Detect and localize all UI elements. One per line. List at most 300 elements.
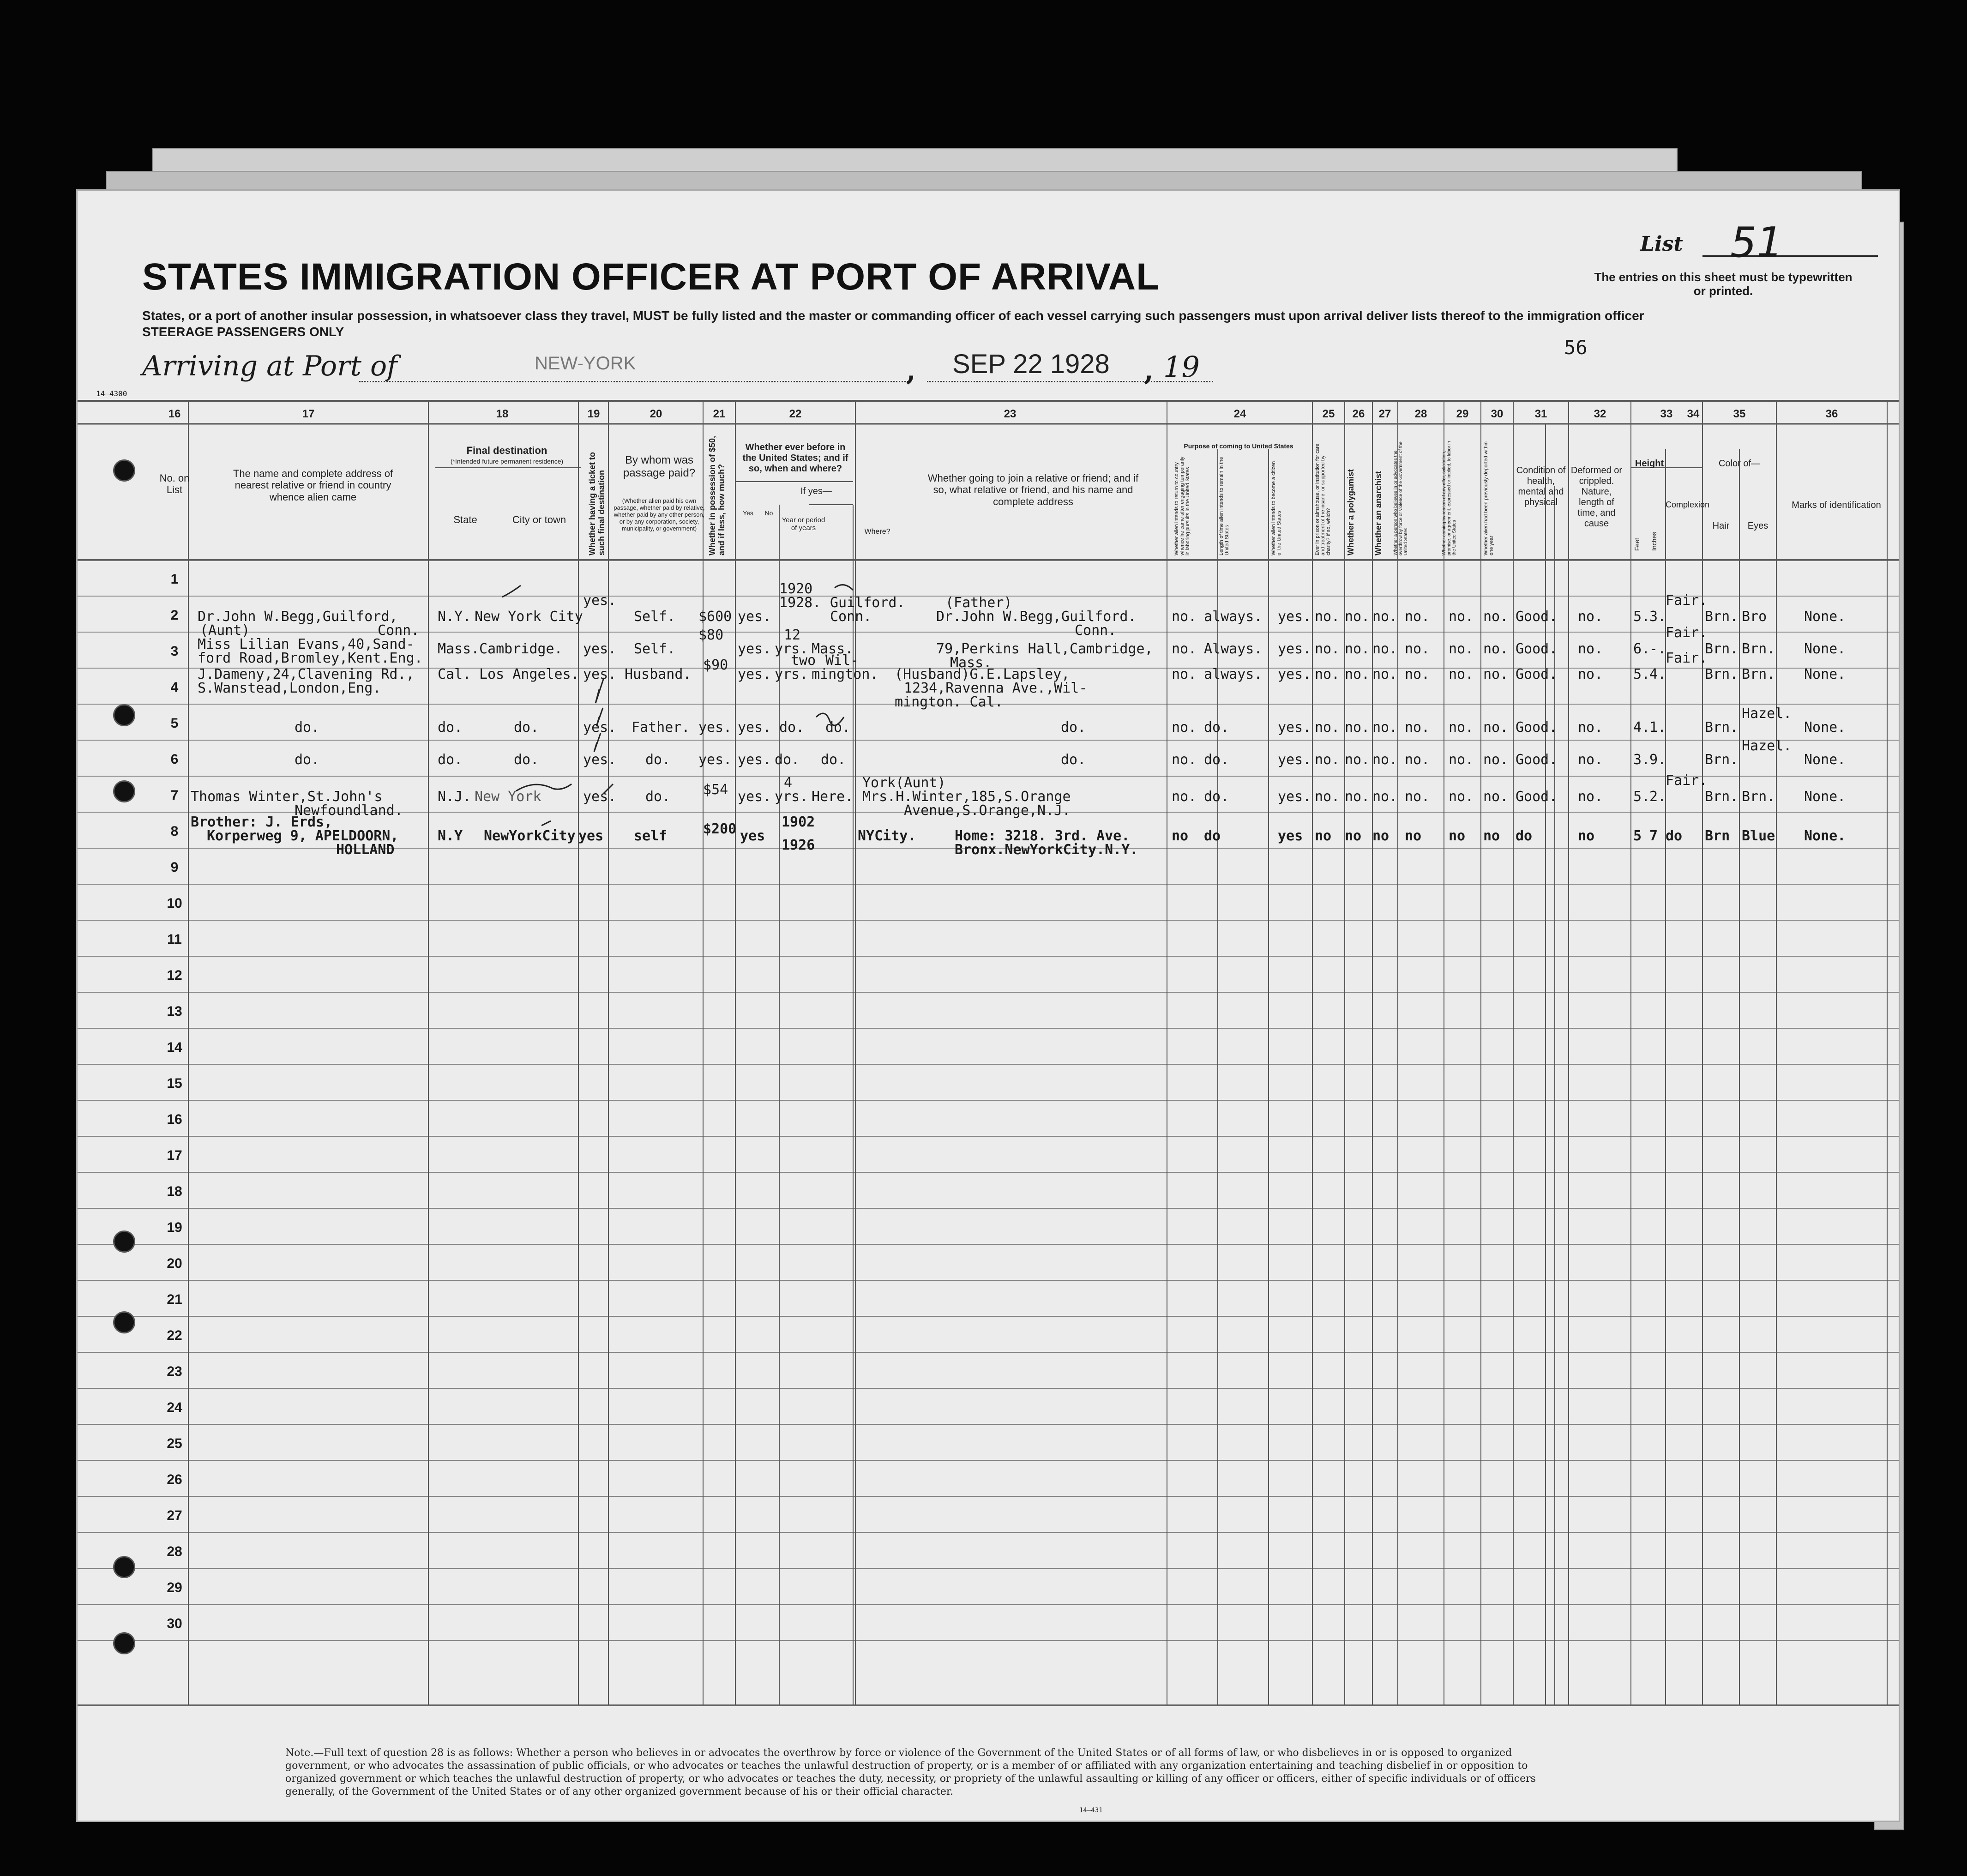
r3-marks: None. [1804,666,1846,682]
r5-c26: no. [1345,752,1370,768]
r7-join-b: Bronx.NewYorkCity.N.Y. [955,842,1138,858]
r3-c24c: yes. [1278,666,1311,682]
typewritten-notice: The entries on this sheet must be typewritten or printed. [1594,270,1853,298]
header-complexion: Complexion [1666,500,1710,509]
header-citizen-intent: Whether alien intends to become a citizen of the United States [1271,461,1282,555]
r5-before: yes. [738,752,771,768]
row-number: 30 [167,1616,182,1631]
r7-c24b: do [1204,828,1221,844]
column-number: 30 [1491,408,1504,420]
r7-c26: no [1345,828,1362,844]
check-mark [596,678,604,703]
r3-complexion: Fair. [1666,650,1708,666]
r2-before: yes. [738,641,771,657]
header-join-relative: Whether going to join a relative or friend; and if so, what relative or friend, and his name and complete address [927,472,1139,507]
r6-join-b: Mrs.H.Winter,185,S.Orange [862,789,1071,805]
r2-c28: no. [1405,641,1430,657]
r6-inches: 2. [1649,789,1666,805]
comma: , [1144,355,1154,387]
column-number: 21 [713,408,726,420]
r2-c24a: no. [1172,641,1197,657]
row-number: 26 [167,1472,182,1487]
r3-where-b: mington. [812,666,878,682]
r2-c25: no. [1315,641,1340,657]
header-marks: Marks of identification [1792,500,1881,510]
row-number: 8 [170,824,179,839]
stamp-number: 56 [1564,336,1588,359]
footnote: Note.—Full text of question 28 is as follows: Whether a person who believes in or advocates the overthrow by force or violence of the Government of the United States or of all forms of law, or who disbelieves in or is opposed to organized government, or who advocates the assassination of public officials, or who advocates or teaches the unlawful destruction of property, or is a member of or affiliated with any organization entertaining and teaching disbelief in or opposition to organized government or which teaches the unlawful destruction of property, or who advocates or teaches the duty, necessity, or propriety of the unlawful assaulting or killing of any officer or officers, either of specific individuals or of officers generally, of the Government of the United States or of any other organized government because of his or their official character. [285,1747,1536,1798]
row-number: 28 [167,1544,182,1559]
r6-c28: no. [1405,789,1430,805]
r5-c24b: do. [1204,752,1229,768]
row-number: 19 [167,1220,182,1235]
header-ticket: Whether having a ticket to such final destination [588,452,606,555]
header-year: Year or period of years [782,516,825,532]
r3-money: $90 [703,657,728,673]
r3-join-b: 1234,Ravenna Ave.,Wil- [904,680,1088,696]
r6-years-b: yrs. [775,789,808,805]
r1-relative: Dr.John W.Begg,Guilford, [198,609,398,625]
r3-c28: no. [1405,666,1430,682]
r5-feet: 3. [1633,752,1650,768]
r3-c24b: always. [1204,666,1263,682]
r2-c27: no. [1372,641,1398,657]
column-number: 17 [302,408,315,420]
r4-c29: no. [1449,719,1474,736]
r4-state: do. [438,719,463,736]
column-number: 16 [168,408,181,420]
r7-city: NewYorkCity [484,828,576,844]
r7-c24a: no [1172,828,1189,844]
r7-c28: no [1405,828,1422,844]
check-mark [502,585,521,597]
document-title: STATES IMMIGRATION OFFICER AT PORT OF ARRIVAL [142,256,1160,298]
header-inches: Inches [1650,531,1658,551]
column-number: 22 [789,408,802,420]
r1-city: New York City [475,609,583,625]
r4-c24a: no. [1172,719,1197,736]
r4-c30: no. [1483,719,1509,736]
row-number: 1 [170,572,179,587]
column-number: 34 [1687,408,1700,420]
r1-eyes: Bro [1742,609,1767,625]
r6-join-a: York(Aunt) [862,775,946,791]
r1-c26: no. [1345,609,1370,625]
r1-inches: 3. [1649,609,1666,625]
r6-feet: 5. [1633,789,1650,805]
r1-c30: no. [1483,609,1509,625]
r1-where: Guilford. [830,595,905,611]
header-passage-note: (Whether alien paid his own passage, whether paid by relative, whether paid by any other person, or by any corporation, society, municipality, or government) [614,497,705,532]
r3-relative-a: J.Dameny,24,Clavening Rd., [198,666,415,682]
r1-money: $600 [698,609,732,625]
row-number: 22 [167,1328,182,1343]
r1-state: N.Y. [438,609,471,625]
r4-c24c: yes. [1278,719,1311,736]
r1-c29: no. [1449,609,1474,625]
scribble-mark [816,713,844,725]
row-number: 27 [167,1508,182,1523]
column-number: 18 [496,408,509,420]
r1-marks: None. [1804,609,1846,625]
r6-ticket: yes. [583,789,617,805]
r6-c29: no. [1449,789,1474,805]
r7-c27: no [1372,828,1390,844]
r1-c24a: no. [1172,609,1197,625]
r1-join-c: Conn. [1075,622,1117,639]
punch-hole [113,1311,135,1333]
header-where: Where? [864,528,890,536]
column-number: 33 [1660,408,1673,420]
column-number: 20 [650,408,662,420]
arriving-label: Arriving at Port of [142,350,397,382]
scribble-mark [516,784,571,791]
r3-state: Cal. [438,666,471,682]
r2-complexion: Fair. [1666,625,1708,641]
r4-before: yes. [738,719,771,736]
punch-hole [113,1556,135,1578]
r7-ticket: yes [578,828,604,844]
column-number: 19 [587,408,600,420]
r5-hair: Brn. [1705,752,1738,768]
header-city: City or town [512,514,566,525]
r6-c24c: yes. [1278,789,1311,805]
r6-paid: do. [645,789,671,805]
header-destination-note: (*Intended future permanent residence) [450,458,564,465]
row-number: 16 [167,1112,182,1127]
r6-years-a: 4 [784,775,793,791]
header-return-intent: Whether alien intends to return to country whence he came after engaging temporarily in laboring pursuits in the United States [1174,456,1191,555]
r6-c30: no. [1483,789,1509,805]
r2-c24b: Always. [1204,641,1263,657]
r2-feet: 6. [1633,641,1650,657]
column-number: 31 [1534,408,1547,420]
r2-hair: Brn. [1705,641,1738,657]
r7-state: N.Y [438,828,463,844]
column-number: 26 [1352,408,1365,420]
r5-inches: 9. [1649,752,1666,768]
header-eyes: Eyes [1747,521,1768,531]
r4-inches: 1. [1649,719,1666,736]
r5-c25: no. [1315,752,1340,768]
r1-join-a: (Father) [945,595,1012,611]
r2-money: $80 [698,627,724,643]
r3-inches: 4. [1649,666,1666,682]
r5-where: do. [821,752,846,768]
r4-c28: no. [1405,719,1430,736]
r2-marks: None. [1804,641,1846,657]
header-hair: Hair [1712,521,1730,531]
r7-relative-a: Brother: J. Erds, [191,814,333,830]
column-number: 27 [1378,408,1391,420]
r2-years-a: 12 [784,627,801,643]
r7-relative-c: HOLLAND [336,842,395,858]
r1-health: Good. [1516,609,1558,625]
r6-join-c: Avenue,S.Orange,N.J. [904,802,1071,819]
r3-hair: Brn. [1705,666,1738,682]
row-number: 29 [167,1580,182,1595]
header-polygamist: Whether a polygamist [1346,469,1355,555]
r2-join-a: 79,Perkins Hall,Cambridge, [936,641,1153,657]
r2-c29: no. [1449,641,1474,657]
r4-join: do. [1061,719,1086,736]
r1-paid: Self. [634,609,676,625]
r7-years-b: 1926 [782,837,815,853]
r6-eyes: Brn. [1742,789,1775,805]
column-number: 36 [1825,408,1838,420]
r7-inches: 7 [1649,828,1658,844]
r1-deformed: no. [1578,609,1603,625]
r1-relative-b: Conn. [378,622,420,639]
r2-ticket: yes. [583,641,617,657]
r3-c26: no. [1345,666,1370,682]
r4-c26: no. [1345,719,1370,736]
r6-before: yes. [738,789,771,805]
r3-paid: Husband. [625,666,692,682]
r4-deformed: no. [1578,719,1603,736]
r3-where: Wil- [825,652,859,669]
r7-c25: no [1315,828,1332,844]
r2-deformed: no. [1578,641,1603,657]
comma: , [906,355,916,387]
year-prefix: 19 [1163,350,1200,384]
column-number: 25 [1322,408,1335,420]
port-value: NEW-YORK [535,353,636,374]
header-no-on-list: No. on List [159,472,190,496]
header-prison: Ever in prison or almshouse, or institution for care and treatment of the insane, or supported by charity? If so, which? [1315,443,1331,555]
punch-hole [113,1231,135,1253]
row-number: 12 [167,968,182,983]
r6-complexion: Fair. [1666,772,1708,789]
row-number: 21 [167,1292,182,1307]
header-money: Whether in possession of $50, and if less, how much? [708,435,726,555]
r3-c27: no. [1372,666,1398,682]
r1-c24b: always. [1204,609,1263,625]
footer-form-number: 14—431 [1079,1807,1103,1814]
header-overthrow: Whether a person who believes in or advocates the overthrow by force or violence of the Government of the United States [1393,441,1408,555]
r4-health: Good. [1516,719,1558,736]
r2-state: Mass. [438,641,480,657]
r3-deformed: no. [1578,666,1603,682]
list-label: List [1640,232,1683,256]
r5-c28: no. [1405,752,1430,768]
r7-health: do [1516,828,1533,844]
r7-paid: self [634,828,668,844]
header-yes: Yes [743,509,753,517]
header-state: State [453,514,477,525]
column-number: 29 [1456,408,1469,420]
r5-join: do. [1061,752,1086,768]
r4-where: do. [825,719,851,736]
header-length-stay: Length of time alien intends to remain in the United States [1219,457,1230,555]
r2-relative-b: Miss Lilian Evans,40,Sand- [198,636,415,652]
column-number: 35 [1733,408,1746,420]
list-number: 51 [1730,218,1783,267]
r4-c25: no. [1315,719,1340,736]
r3-years-b: yrs. [775,666,808,682]
r7-money: $200 [703,821,737,837]
header-deformed: Deformed or crippled. Nature, length of time, and cause [1570,465,1623,529]
r3-c30: no. [1483,666,1509,682]
r1-c27: no. [1372,609,1398,625]
column-number: 28 [1414,408,1427,420]
r5-money: yes. [698,752,732,768]
r2-years-b: yrs. [775,641,808,657]
header-relative-address: The name and complete address of nearest relative or friend in country whence alien came [233,468,393,503]
r3-feet: 5. [1633,666,1650,682]
row-number: 3 [170,644,179,659]
r3-c24a: no. [1172,666,1197,682]
r6-state: N.J. [438,789,471,805]
r3-relative-b: S.Wanstead,London,Eng. [198,680,381,696]
header-feet: Feet [1633,537,1641,551]
row-number: 14 [167,1040,182,1055]
scribble-mark [835,585,853,590]
r3-health: Good. [1516,666,1558,682]
row-number: 25 [167,1436,182,1451]
r5-marks: None. [1804,752,1846,768]
r7-c24c: yes [1278,828,1303,844]
r1-complexion: Fair. [1666,592,1708,609]
r5-health: Good. [1516,752,1558,768]
r3-ticket: yes. [583,666,617,682]
r7-c29: no [1449,828,1466,844]
r7-years-a: 1902 [782,814,815,830]
r5-city: do. [514,752,539,768]
r5-c27: no. [1372,752,1398,768]
r4-money: yes. [698,719,732,736]
r2-eyes: Brn. [1742,641,1775,657]
r1-c24c: yes. [1278,609,1311,625]
r4-years: do. [779,719,805,736]
r6-deformed: no. [1578,789,1603,805]
handwritten-marks [78,191,1899,1821]
r6-health: Good. [1516,789,1558,805]
r7-marks: None. [1804,828,1846,844]
r7-deformed: no [1578,828,1595,844]
subtitle-line1: States, or a port of another insular possession, in whatsoever class they travel, MUST be fully listed and the master or commanding officer of each vessel carrying such passengers must upon arrival deliver lists thereof to the immigration officer [142,308,1644,323]
r5-relative: do. [295,752,320,768]
row-number: 20 [167,1256,182,1271]
r5-eyes: Hazel. [1742,738,1792,754]
r1-years-a: 1920 [779,581,813,597]
r7-eyes: Blue [1742,828,1775,844]
r2-c26: no. [1345,641,1370,657]
r5-years: do. [775,752,800,768]
r6-city: New York [475,789,541,805]
r2-c24c: yes. [1278,641,1311,657]
column-number: 32 [1594,408,1606,420]
r6-relative-a: Thomas Winter,St.John's [191,789,383,805]
r3-city: Los Angeles. [479,666,579,682]
check-mark [541,821,551,826]
r2-where: Mass. [812,641,854,657]
r4-city: do. [514,719,539,736]
punch-hole [113,780,135,802]
r6-c24b: do. [1204,789,1229,805]
r1-years-b: 1928. [779,595,821,611]
check-mark [604,784,613,793]
r2-relative-a: (Aunt) [200,622,250,639]
r4-c24b: do. [1204,719,1229,736]
header-color: Color of— [1718,458,1761,469]
header-final-destination: Final destination [466,445,547,456]
r7-relative-b: Korperweg 9, APELDOORN, [207,828,399,844]
r5-paid: do. [645,752,671,768]
column-number: 24 [1233,408,1246,420]
r3-before: yes. [738,666,771,682]
r3-c25: no. [1315,666,1340,682]
r3-years-a: two [791,652,816,669]
r1-join-b: Dr.John W.Begg,Guilford. [936,609,1137,625]
punch-hole [113,459,135,482]
r2-health: Good. [1516,641,1558,657]
r7-join-a: Home: 3218. 3rd. Ave. [955,828,1130,844]
r6-c24a: no. [1172,789,1197,805]
header-labor-offer: Whether coming by reason of any offer, solicitation, promise, or agreement, expressed or implied, to labor in the United States [1442,441,1457,555]
r4-feet: 4. [1633,719,1650,736]
header-passage-paid: By whom was passage paid? [623,454,696,479]
subtitle-line2: STEERAGE PASSENGERS ONLY [142,325,344,339]
r2-city: Cambridge. [479,641,563,657]
row-number: 11 [167,932,182,947]
r4-marks: None. [1804,719,1846,736]
row-number: 13 [167,1004,182,1019]
form-number: 14—4300 [96,389,127,398]
r1-c28: no. [1405,609,1430,625]
r1-feet: 5. [1633,609,1650,625]
r5-deformed: no. [1578,752,1603,768]
r1-before: yes. [738,609,771,625]
r5-c30: no. [1483,752,1509,768]
row-number: 17 [167,1148,182,1163]
r4-eyes: Hazel. [1742,706,1792,722]
r2-paid: Self. [634,641,676,657]
column-number: 23 [1004,408,1017,420]
punch-hole [113,704,135,726]
manifest-sheet [76,189,1900,1822]
header-before-us: Whether ever before in the United States; and if so, when and where? [742,442,848,474]
header-if-yes: If yes— [800,486,832,496]
header-height: Height [1635,458,1664,469]
r5-state: do. [438,752,463,768]
row-number: 2 [170,608,179,623]
row-number: 15 [167,1076,182,1091]
row-number: 7 [170,788,179,803]
r4-ticket: yes. [583,719,617,736]
r6-relative-b: Newfoundland. [295,802,403,819]
check-mark [596,708,603,726]
r5-c24a: no. [1172,752,1197,768]
row-number: 23 [167,1364,182,1379]
r7-feet: 5 [1633,828,1642,844]
header-no: No [764,509,773,517]
r7-c30: no [1483,828,1500,844]
r6-money: $54 [703,782,728,798]
r5-c29: no. [1449,752,1474,768]
r6-marks: None. [1804,789,1846,805]
r2-join-b: Mass. [950,655,992,671]
r3-join-a: (Husband)G.E.Lapsley, [895,666,1070,682]
r3-c29: no. [1449,666,1474,682]
r5-ticket: yes. [583,752,617,768]
r6-c26: no. [1345,789,1370,805]
header-health: Condition of health, mental and physical [1516,465,1566,507]
r4-hair: Brn. [1705,719,1738,736]
row-number: 5 [170,716,179,731]
row-number: 9 [170,860,179,875]
row-number: 6 [170,752,179,767]
